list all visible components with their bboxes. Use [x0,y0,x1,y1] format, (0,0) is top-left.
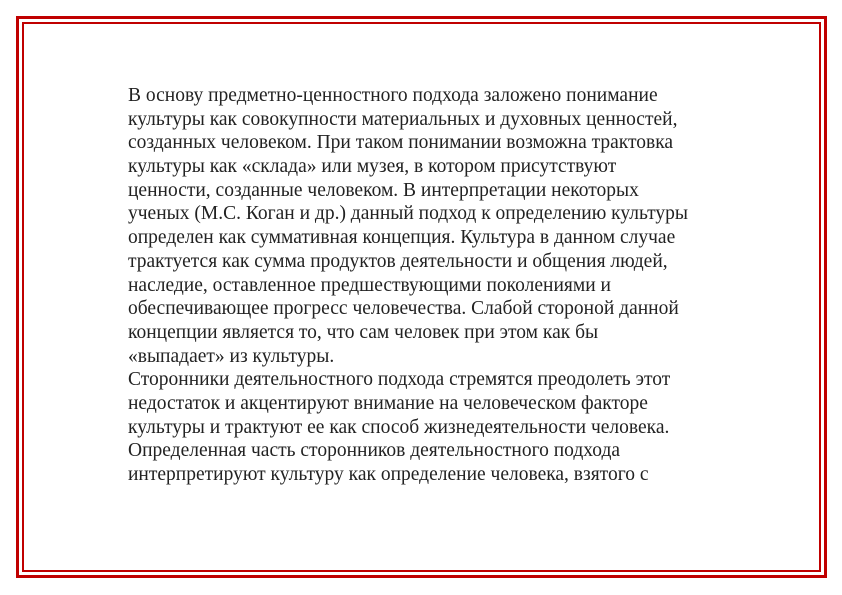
text-line-9: наследие, оставленное предшествующими поколениями и [128,274,611,296]
text-line-8: трактуется как сумма продуктов деятельности и общения людей, [128,250,668,272]
text-line-1: В основу предметно-ценностного подхода заложено понимание [128,85,658,106]
text-line-2: культуры как совокупности материальных и духовных ценностей, [128,108,678,130]
text-line-5: ценности, созданные человеком. В интерпретации некоторых [128,179,639,201]
text-line-13: Сторонники деятельностного подхода стремятся преодолеть этот [128,369,671,391]
text-line-12: «выпадает» из культуры. [128,345,335,367]
text-line-16: Определенная часть сторонников деятельностного подхода [128,440,621,462]
text-line-4: культуры как «склада» или музея, в котором присутствуют [128,156,617,178]
text-line-11: концепции является то, что сам человек при этом как бы [128,321,599,343]
text-line-17: интерпретируют культуру как определение человека, взятого с [128,464,649,485]
text-line-15: культуры и трактуют ее как способ жизнедеятельности человека. [128,416,670,438]
text-line-10: обеспечивающее прогресс человечества. Слабой стороной данной [128,298,679,320]
text-line-7: определен как суммативная концепция. Культура в данном случае [128,227,676,249]
text-line-14: недостаток и акцентируют внимание на человеческом факторе [128,392,648,414]
text-line-6: ученых (М.С. Коган и др.) данный подход к определению культуры [128,203,689,225]
text-line-3: созданных человеком. При таком понимании возможна трактовка [128,132,674,154]
body-text [128,84,768,487]
